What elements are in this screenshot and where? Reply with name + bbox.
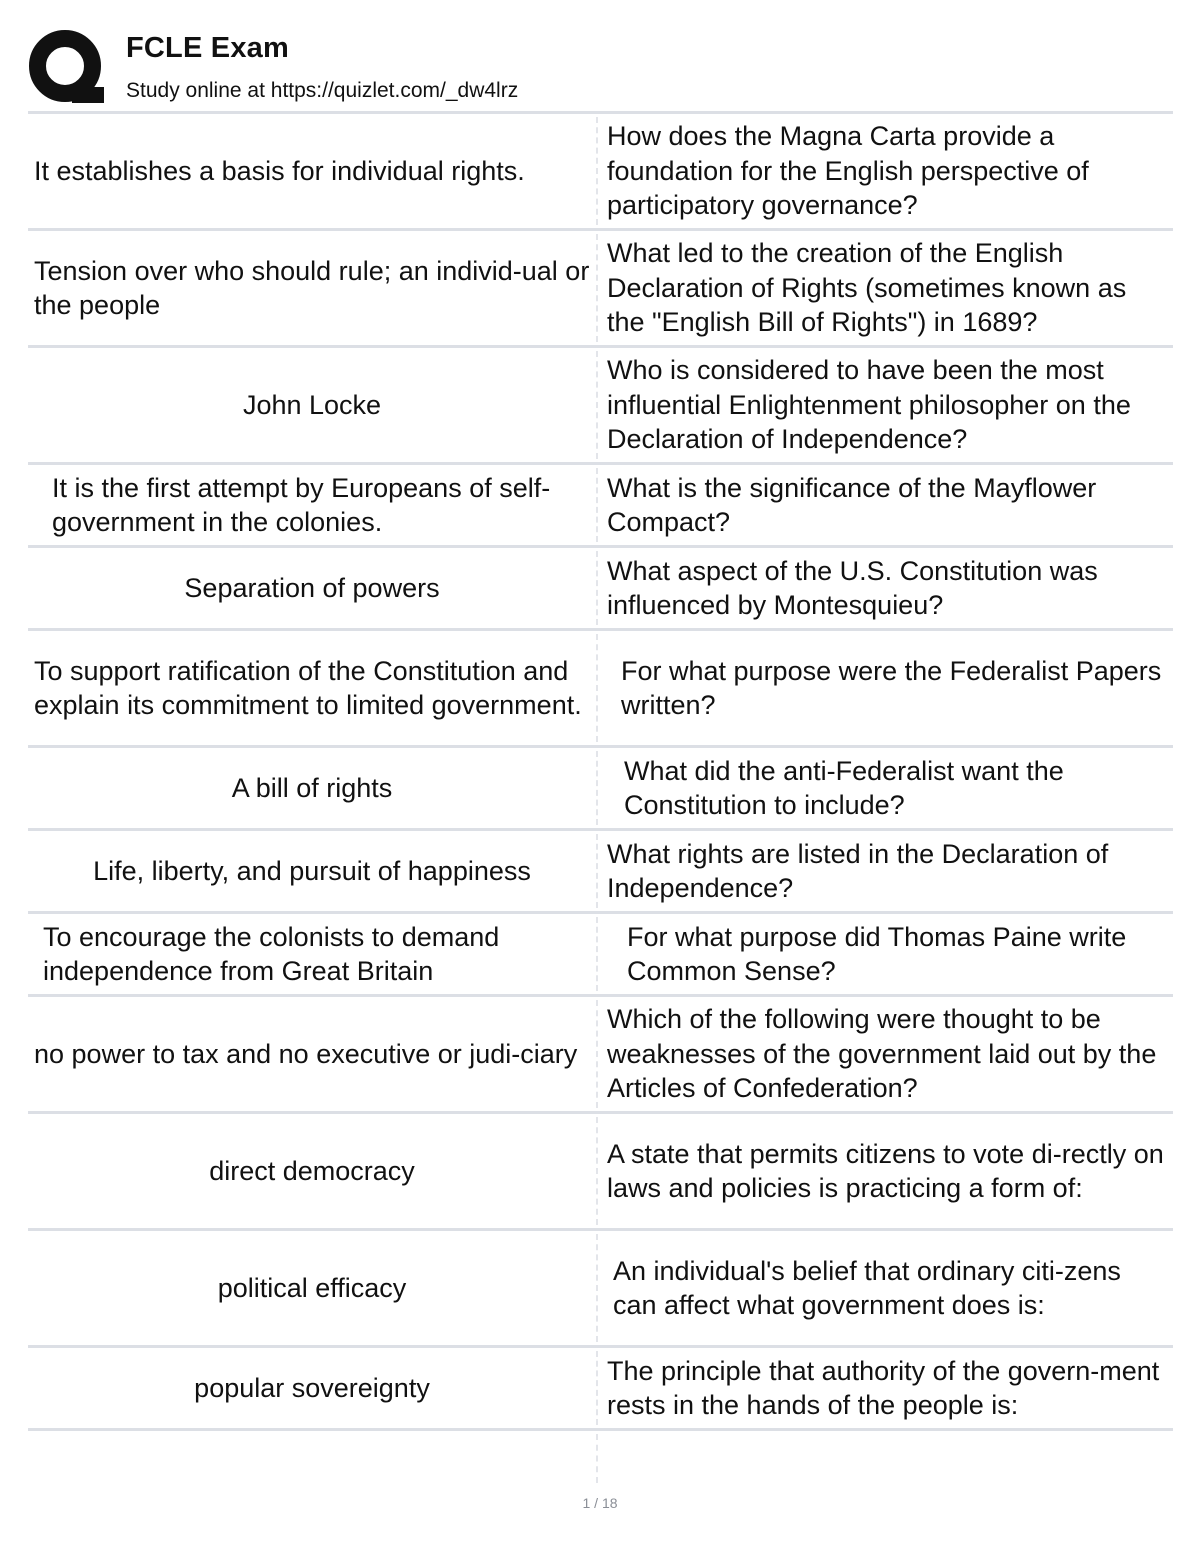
definition-cell — [599, 465, 1173, 545]
term-text: political efficacy — [217, 1272, 407, 1303]
definition-text: For what purpose were the Federalist Papers written? — [621, 655, 1162, 720]
term-text: John Locke — [242, 389, 382, 420]
definition-cell — [599, 1348, 1173, 1428]
definition-text: What aspect of the U.S. Constitution was influenced by Montesquieu? — [607, 555, 1098, 620]
term-text: Separation of powers — [184, 572, 440, 603]
definition-text: Which of the following were thought to be weaknesses of the government laid out by the Articles of Confederation? — [607, 1004, 1157, 1104]
term-text: It establishes a basis for individual rights. — [34, 155, 525, 186]
definition-cell — [599, 231, 1173, 345]
term-cell — [28, 1348, 596, 1428]
definition-text: What did the anti-Federalist want the Constitution to include? — [624, 755, 1064, 820]
quizlet-q-logo-icon — [28, 28, 108, 108]
term-cell — [28, 465, 596, 545]
document-title: FCLE Exam — [126, 32, 289, 64]
definition-cell — [599, 348, 1173, 462]
definition-text: What is the significance of the Mayflower Compact? — [607, 472, 1097, 537]
term-cell — [28, 114, 596, 228]
flashcard-row — [28, 631, 1173, 745]
term-cell — [28, 548, 596, 628]
term-text: A bill of rights — [231, 772, 393, 803]
term-cell — [28, 231, 596, 345]
study-online-link[interactable]: Study online at https://quizlet.com/_dw4lrz — [126, 79, 519, 102]
flashcard-table — [28, 111, 1173, 1486]
definition-cell — [599, 831, 1173, 911]
term-cell — [28, 831, 596, 911]
flashcard-row — [28, 1114, 1173, 1228]
definition-text: A state that permits citizens to vote di-rectly on laws and policies is practicing a form of: — [607, 1138, 1164, 1203]
definition-cell — [599, 1431, 1173, 1486]
term-text: Tension over who should rule; an individ-ual or the people — [34, 255, 590, 320]
document-header — [0, 0, 1200, 112]
definition-text: Who is considered to have been the most influential Enlightenment philosopher on the Declaration of Independence? — [607, 355, 1131, 455]
flashcard-row — [28, 914, 1173, 994]
definition-cell — [599, 1114, 1173, 1228]
flashcard-row — [28, 114, 1173, 228]
definition-text: How does the Magna Carta provide a foundation for the English perspective of participatory governance? — [607, 121, 1089, 221]
definition-cell — [599, 997, 1173, 1111]
term-cell — [28, 997, 596, 1111]
term-text: It is the first attempt by Europeans of self-government in the colonies. — [52, 472, 551, 537]
definition-text: What led to the creation of the English Declaration of Rights (sometimes known as the "English Bill of Rights") in 1689? — [607, 238, 1127, 338]
flashcard-row — [28, 548, 1173, 628]
flashcard-row — [28, 348, 1173, 462]
term-cell — [28, 1431, 596, 1486]
definition-cell — [599, 748, 1173, 828]
term-cell — [28, 1114, 596, 1228]
term-cell — [28, 1231, 596, 1345]
definition-text: The principle that authority of the govern-ment rests in the hands of the people is: — [607, 1355, 1160, 1420]
flashcard-row — [28, 997, 1173, 1111]
term-text: no power to tax and no executive or judi-ciary — [34, 1038, 578, 1069]
flashcard-row — [28, 1348, 1173, 1428]
term-text: direct democracy — [209, 1155, 415, 1186]
term-text: To encourage the colonists to demand independence from Great Britain — [43, 921, 500, 986]
term-cell — [28, 914, 596, 994]
flashcard-row-empty — [28, 1431, 1173, 1486]
definition-text: An individual's belief that ordinary citi-zens can affect what government does is: — [613, 1255, 1121, 1320]
term-text: To support ratification of the Constitution and explain its commitment to limited government. — [34, 655, 582, 720]
definition-text: What rights are listed in the Declaration of Independence? — [607, 838, 1109, 903]
definition-cell — [599, 114, 1173, 228]
term-cell — [28, 348, 596, 462]
definition-cell — [599, 631, 1173, 745]
flashcard-row — [28, 831, 1173, 911]
flashcard-row — [28, 465, 1173, 545]
flashcard-row — [28, 1231, 1173, 1345]
definition-cell — [599, 914, 1173, 994]
definition-text: For what purpose did Thomas Paine write Common Sense? — [627, 921, 1127, 986]
term-cell — [28, 631, 596, 745]
page-number: 1 / 18 — [582, 1495, 618, 1511]
flashcard-row — [28, 231, 1173, 345]
definition-cell — [599, 1231, 1173, 1345]
term-text: Life, liberty, and pursuit of happiness — [93, 855, 531, 886]
flashcard-row — [28, 748, 1173, 828]
definition-cell — [599, 548, 1173, 628]
term-text: popular sovereignty — [194, 1372, 430, 1403]
term-cell — [28, 748, 596, 828]
